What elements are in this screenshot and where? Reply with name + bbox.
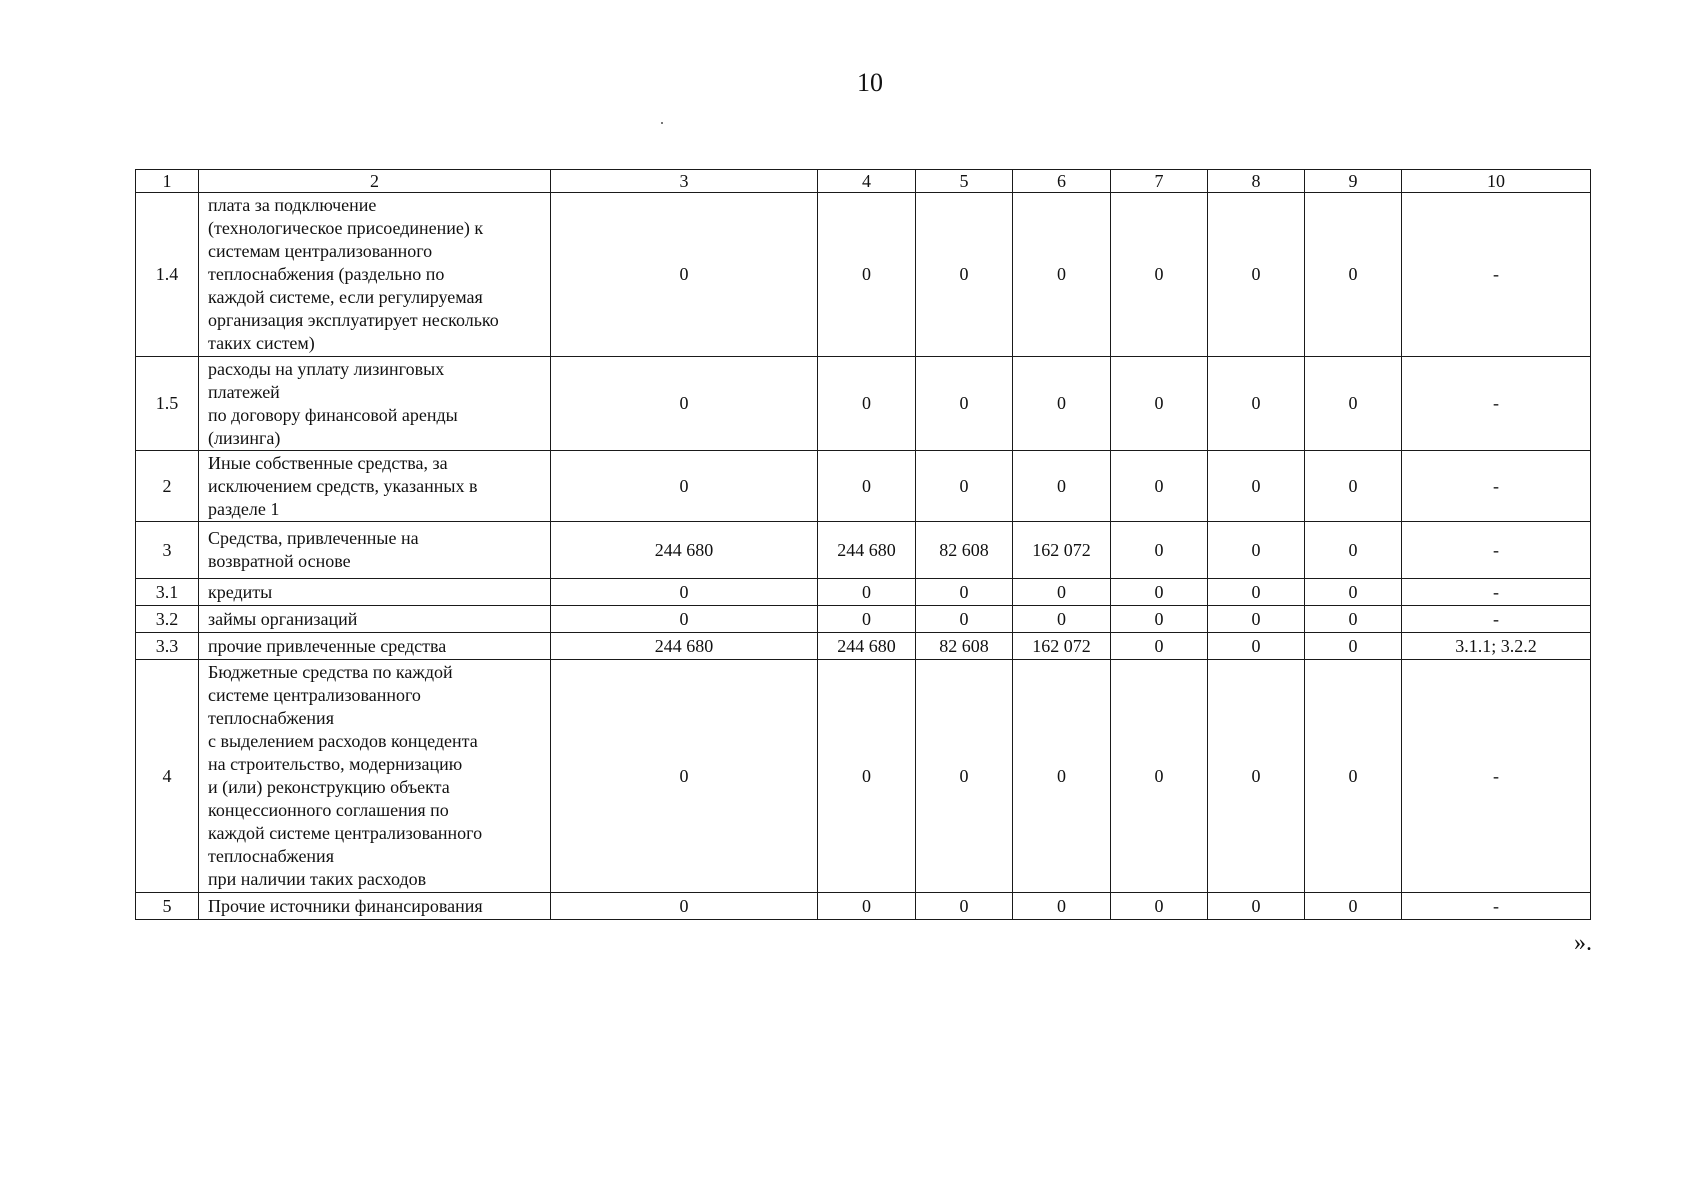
column-header: 8 [1208,170,1305,193]
value-cell: 0 [1111,660,1208,893]
reference-cell: - [1402,357,1591,451]
reference-cell: - [1402,193,1591,357]
value-cell: 0 [1111,451,1208,522]
value-cell: 0 [551,579,818,606]
row-number-cell: 1.5 [136,357,199,451]
value-cell: 0 [1305,522,1402,579]
header-row [136,170,1591,193]
reference-cell: - [1402,660,1591,893]
value-cell: 0 [1305,606,1402,633]
value-cell: 0 [818,451,916,522]
value-cell: 0 [1305,893,1402,920]
description-cell: Бюджетные средства по каждой системе централизованного теплоснабжения с выделением расходов концедента на строительство, модернизацию и (или) реконструкцию объекта концессионного соглашения по каждой системе централизованного теплоснабжения при наличии таких расходов [199,660,551,893]
reference-cell: - [1402,893,1591,920]
description-cell: Прочие источники финансирования [199,893,551,920]
table-row [136,193,1591,357]
page-number: 10 [857,68,883,97]
value-cell: 0 [818,660,916,893]
column-header: 2 [199,170,551,193]
financing-sources-table [135,169,1591,920]
column-header: 7 [1111,170,1208,193]
value-cell: 0 [818,193,916,357]
value-cell: 162 072 [1013,633,1111,660]
value-cell: 0 [916,579,1013,606]
column-header: 3 [551,170,818,193]
column-header: 1 [136,170,199,193]
value-cell: 0 [1208,660,1305,893]
description-cell: плата за подключение (технологическое присоединение) к системам централизованного теплоснабжения (раздельно по каждой системе, если регулируемая организация эксплуатирует несколько таких систем) [199,193,551,357]
description-cell: кредиты [199,579,551,606]
description-cell: прочие привлеченные средства [199,633,551,660]
closing-quote: ». [1574,930,1592,956]
description-cell: Иные собственные средства, за исключением средств, указанных в разделе 1 [199,451,551,522]
value-cell: 0 [1305,633,1402,660]
value-cell: 244 680 [818,633,916,660]
table-row [136,357,1591,451]
row-number-cell: 3.1 [136,579,199,606]
description-cell: Средства, привлеченные на возвратной основе [199,522,551,579]
value-cell: 244 680 [818,522,916,579]
value-cell: 0 [1208,893,1305,920]
table-row [136,633,1591,660]
value-cell: 0 [1013,451,1111,522]
value-cell: 0 [1208,357,1305,451]
row-number-cell: 3 [136,522,199,579]
value-cell: 0 [818,579,916,606]
value-cell: 0 [1111,893,1208,920]
value-cell: 0 [1111,522,1208,579]
value-cell: 0 [916,193,1013,357]
table-row [136,660,1591,893]
value-cell: 0 [1208,522,1305,579]
value-cell: 0 [1111,633,1208,660]
value-cell: 0 [818,606,916,633]
value-cell: 0 [916,357,1013,451]
value-cell: 244 680 [551,633,818,660]
value-cell: 0 [1208,633,1305,660]
value-cell: 0 [1111,193,1208,357]
row-number-cell: 3.3 [136,633,199,660]
value-cell: 0 [1013,660,1111,893]
reference-cell: 3.1.1; 3.2.2 [1402,633,1591,660]
column-header: 10 [1402,170,1591,193]
value-cell: 0 [916,893,1013,920]
value-cell: 0 [551,660,818,893]
value-cell: 0 [1208,193,1305,357]
value-cell: 0 [1305,451,1402,522]
value-cell: 0 [1013,893,1111,920]
value-cell: 0 [916,606,1013,633]
value-cell: 0 [1111,606,1208,633]
value-cell: 0 [551,357,818,451]
value-cell: 0 [1208,606,1305,633]
reference-cell: - [1402,451,1591,522]
value-cell: 0 [1013,579,1111,606]
value-cell: 0 [551,451,818,522]
value-cell: 0 [1305,357,1402,451]
value-cell: 0 [1013,193,1111,357]
row-number-cell: 1.4 [136,193,199,357]
table-body [136,170,1591,920]
table-row [136,893,1591,920]
value-cell: 0 [551,893,818,920]
row-number-cell: 4 [136,660,199,893]
reference-cell: - [1402,606,1591,633]
reference-cell: - [1402,522,1591,579]
row-number-cell: 5 [136,893,199,920]
description-cell: расходы на уплату лизинговых платежей по договору финансовой аренды (лизинга) [199,357,551,451]
description-cell: займы организаций [199,606,551,633]
row-number-cell: 3.2 [136,606,199,633]
value-cell: 82 608 [916,522,1013,579]
column-header: 6 [1013,170,1111,193]
value-cell: 0 [1013,606,1111,633]
value-cell: 0 [916,660,1013,893]
value-cell: 0 [1305,660,1402,893]
table-row [136,522,1591,579]
table-row [136,451,1591,522]
reference-cell: - [1402,579,1591,606]
table-row [136,606,1591,633]
value-cell: 0 [1208,451,1305,522]
value-cell: 0 [818,893,916,920]
table-row [136,579,1591,606]
column-header: 5 [916,170,1013,193]
value-cell: 0 [1305,579,1402,606]
column-header: 4 [818,170,916,193]
value-cell: 0 [1208,579,1305,606]
value-cell: 162 072 [1013,522,1111,579]
column-header: 9 [1305,170,1402,193]
value-cell: 0 [916,451,1013,522]
value-cell: 82 608 [916,633,1013,660]
value-cell: 244 680 [551,522,818,579]
value-cell: 0 [551,606,818,633]
value-cell: 0 [551,193,818,357]
value-cell: 0 [818,357,916,451]
value-cell: 0 [1111,579,1208,606]
scan-speck [661,122,663,124]
value-cell: 0 [1013,357,1111,451]
value-cell: 0 [1305,193,1402,357]
row-number-cell: 2 [136,451,199,522]
value-cell: 0 [1111,357,1208,451]
